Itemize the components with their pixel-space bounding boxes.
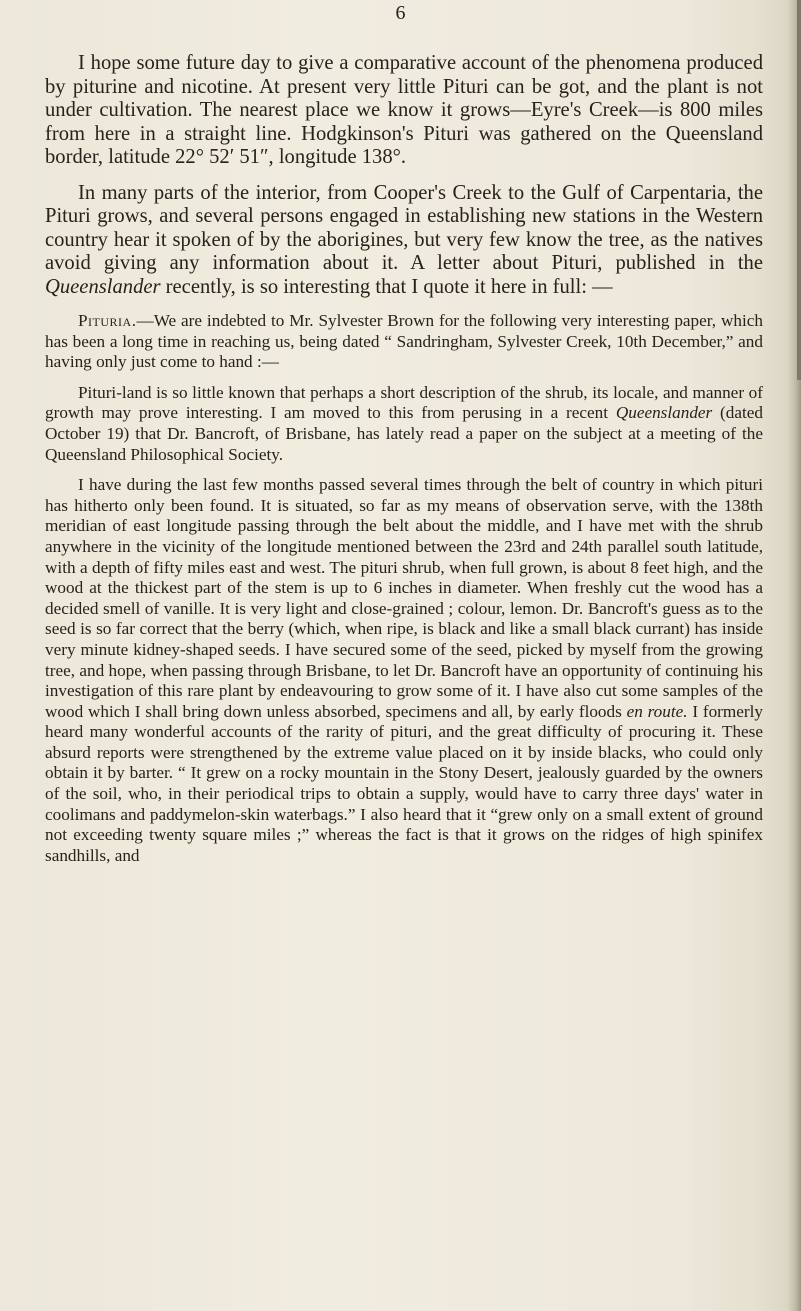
body-text [45, 52, 763, 876]
quote-heading: Pituria. [78, 311, 137, 330]
page-edge-binding [797, 0, 801, 380]
quote-paragraph-1: Pituria.—We are indebted to Mr. Sylvester Brown for the following very interesting paper, which has been a long time in reaching us, being dated “ Sandringham, Sylvester Creek, 10th December,” and having only just come to hand :— [45, 311, 763, 372]
main-text [45, 52, 763, 299]
paragraph-1: I hope some future day to give a comparative account of the phenomena produced by piturine and nicotine. At present very little Pituri can be got, and the plant is not under cultivation. The nearest place we know it grows—Eyre's Creek—is 800 miles from here in a straight line. Hodgkinson's Pituri was gathered on the Queensland border, latitude 22° 52′ 51″, longitude 138°. [45, 52, 763, 168]
paragraph-2: In many parts of the interior, from Cooper's Creek to the Gulf of Carpentaria, the Pituri grows, and several persons engaged in establishing new stations in the Western country hear it spoken of by the aborigines, but very few know the tree, as the natives avoid giving any information about it. A letter about Pituri, published in the Queenslander recently, is so interesting that I quote it here in full: — [45, 181, 763, 298]
page-number: 6 [395, 2, 406, 24]
quote-paragraph-3: I have during the last few months passed several times through the belt of country in which pituri has hitherto only been found. It is situated, so far as my means of observation serve, with the 138th meridian of east longitude passing through the belt about the middle, and I have met with the shrub anywhere in the vicinity of the longitude mentioned between the 23rd and 24th parallel south latitude, with a depth of fifty miles east and west. The pituri shrub, when full grown, is about 8 feet high, and the wood at the thickest part of the stem is up to 6 inches in diameter. When freshly cut the wood has a decided smell of vanille. It is very light and close-grained ; colour, lemon. Dr. Bancroft's guess as to the seed is so far correct that the berry (which, when ripe, is black and like a small black currant) has inside very minute kidney-shaped seeds. I have secured some of the seed, picked by myself from the growing tree, and hope, when passing through Brisbane, to let Dr. Bancroft have an opportunity of continuing his investigation of this rare plant by endeavouring to grow some of it. I have also cut some samples of the wood which I shall bring down unless absorbed, specimens and all, by early floods en route. I formerly heard many wonderful accounts of the rarity of pituri, and the great difficulty of procuring it. These absurd reports were strengthened by the extreme value placed on it by inside blacks, who could only obtain it by barter. “ It grew on a rocky mountain in the Stony Desert, jealously guarded by the owners of the soil, who, in their periodical trips to obtain a supply, would have to carry three days' water in coolimans and paddymelon-skin waterbags.” I also heard that it “grew only on a small extent of ground not exceeding twenty square miles ;” whereas the fact is that it grows on the ridges of high spinifex sandhills, and [45, 475, 763, 865]
quoted-letter [45, 311, 763, 866]
quote-paragraph-2: Pituri-land is so little known that perhaps a short description of the shrub, its locale, and manner of growth may prove interesting. I am moved to this from perusing in a recent Queenslander (dated October 19) that Dr. Bancroft, of Brisbane, has lately read a paper on the subject at a meeting of the Queensland Philosophical Society. [45, 382, 763, 464]
